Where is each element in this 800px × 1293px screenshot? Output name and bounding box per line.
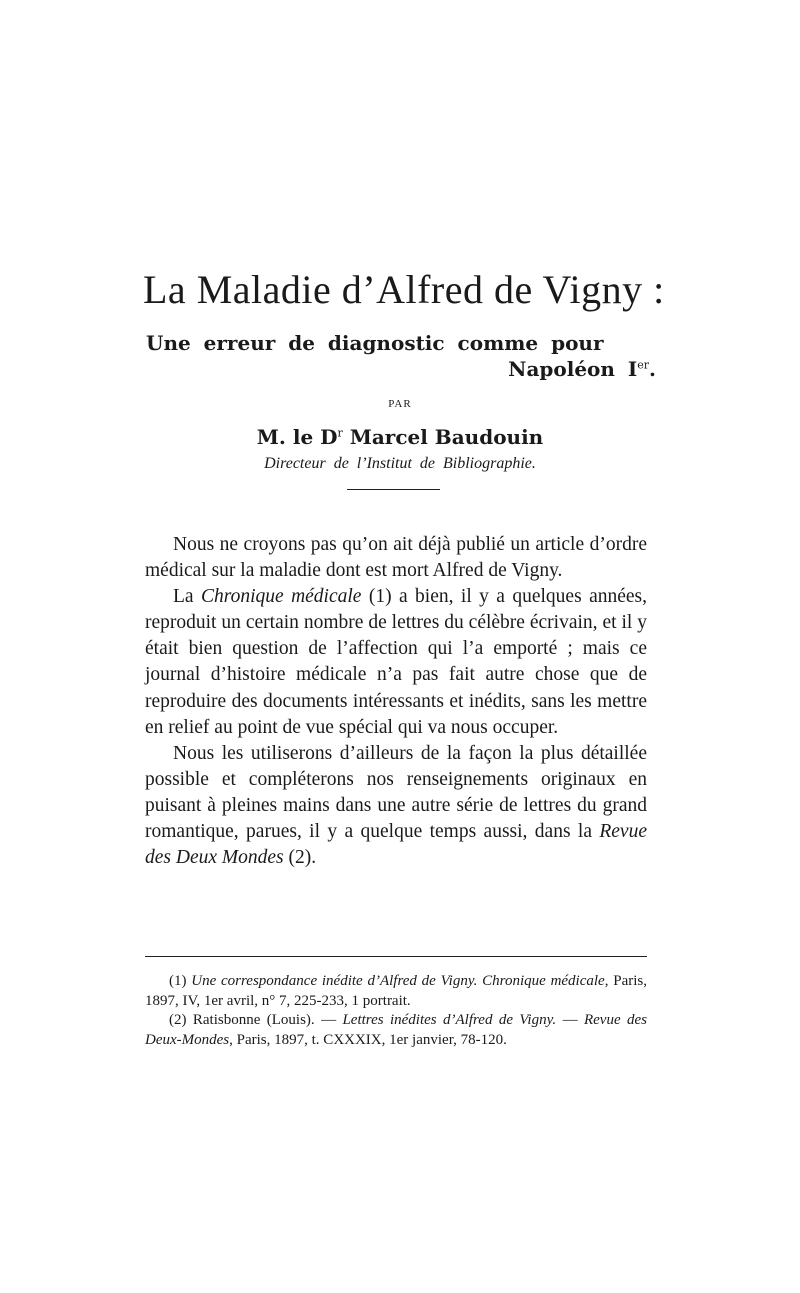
footnote-1 xyxy=(145,972,647,1011)
footnote-1-number: (1) xyxy=(169,973,192,989)
byline-par: PAR xyxy=(388,398,412,410)
footnote-2-number: (2) xyxy=(169,1012,193,1029)
footnote-2-title: Lettres inédites d’Alfred de Vigny. xyxy=(342,1012,557,1029)
footnote-1-title: Une correspondance inédite d’Alfred de Vigny. Chronique médicale xyxy=(191,973,605,989)
footnote-2-dash: — xyxy=(556,1012,584,1029)
paragraph-2-rest: (1) a bien, il y a quelques années, reproduit un certain nombre de lettres du célèbre écrivain, et il y était bien question de l’affection qui l’a emporté ; mais ce journal d’histoire médicale n’a pas fait autre chose que de reproduire des documents intéressants et inédits, sans les mettre en relief au point de vue spécial qui va nous occuper. xyxy=(145,586,647,738)
body-text xyxy=(145,532,647,871)
paragraph-3 xyxy=(145,741,647,871)
author-prefix: M. le D xyxy=(256,425,338,449)
journal-title-chronique: Chronique médicale xyxy=(200,586,362,608)
subtitle-line-1: Une erreur de diagnostic comme pour xyxy=(146,331,604,355)
paragraph-1: Nous ne croyons pas qu’on ait déjà publié un article d’ordre médical sur la maladie dont est mort Alfred de Vigny. xyxy=(145,534,647,582)
subtitle-superscript: er xyxy=(637,358,650,372)
author-superscript: r xyxy=(337,426,343,440)
title-separator xyxy=(347,489,440,490)
footnote-2-details: , Paris, 1897, t. CXXXIX, 1er janvier, 78-120. xyxy=(229,1031,507,1048)
paragraph-2-start: La xyxy=(173,586,201,608)
paragraph-3-start: Nous les utiliserons d’ailleurs de la façon la plus détaillée possible et compléterons nos renseignements originaux en puisant à pleines mains dans une autre série de lettres du grand romantique, parues, il y a quelque temps aussi, dans la xyxy=(145,742,647,843)
footnote-1-details: , Paris, 1897, IV, 1er avril, n° 7, 225-233, 1 portrait. xyxy=(145,973,647,1009)
paragraph-3-rest: (2). xyxy=(283,847,317,869)
subtitle-napoleon: Napoléon I xyxy=(508,357,638,381)
subtitle-line-2 xyxy=(146,356,656,382)
article-subtitle xyxy=(146,330,656,382)
author-name xyxy=(0,425,800,449)
author-affiliation: Directeur de l’Institut de Bibliographie. xyxy=(264,455,536,472)
paragraph-2 xyxy=(145,584,647,741)
footnotes xyxy=(145,972,647,1050)
footnote-2-author: Ratisbonne (Louis). — xyxy=(192,1012,343,1029)
subtitle-period: . xyxy=(649,357,656,381)
footnote-2 xyxy=(145,1011,647,1050)
author-surname: Marcel Baudouin xyxy=(342,425,544,449)
footnote-2-journal: Revue des Deux-Mondes xyxy=(145,1012,647,1048)
footnote-separator xyxy=(145,956,647,957)
article-title: La Maladie d’Alfred de Vigny : xyxy=(143,267,665,312)
journal-title-revue: Revue des Deux Mondes xyxy=(145,821,647,869)
